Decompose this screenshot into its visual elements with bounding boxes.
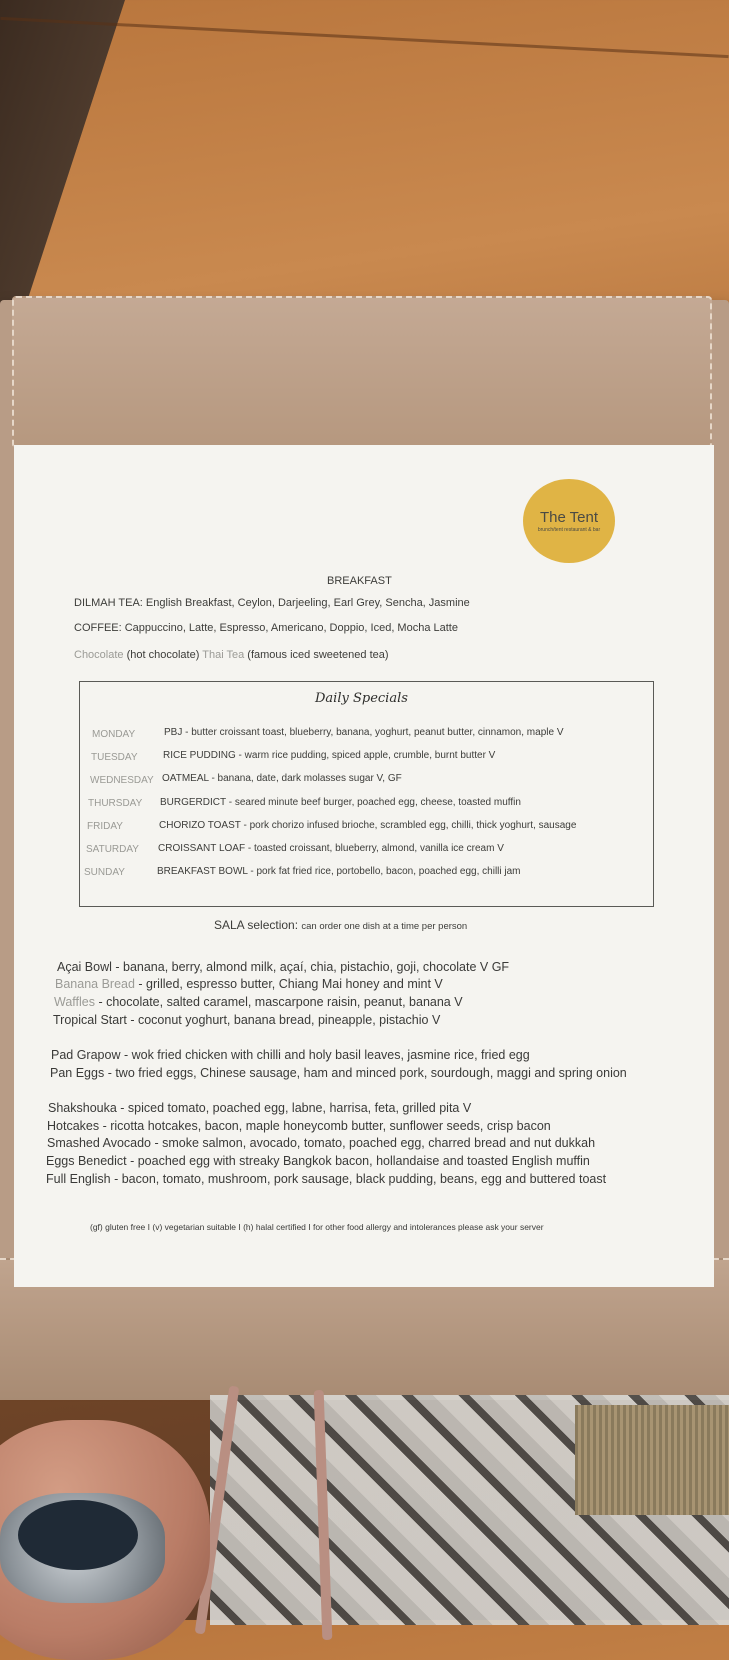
sala-heading bbox=[214, 918, 467, 932]
logo-tagline: brunch/tent restaurant & bar bbox=[537, 527, 601, 533]
special-dish: CHORIZO TOAST - pork chorizo infused brioche, scrambled egg, chilli, thick yoghurt, sausage bbox=[159, 820, 577, 831]
menu-item-desc: - bacon, tomato, mushroom, pork sausage, black pudding, beans, egg and buttered toast bbox=[110, 1172, 607, 1186]
menu-item-desc: - banana, berry, almond milk, açaí, chia, pistachio, goji, chocolate V GF bbox=[111, 960, 510, 974]
sala-note: can order one dish at a time per person bbox=[301, 921, 468, 932]
special-dish: BURGERDICT - seared minute beef burger, poached egg, cheese, toasted muffin bbox=[160, 797, 521, 808]
special-day: WEDNESDAY bbox=[90, 775, 154, 786]
coffee-line: COFFEE: Cappuccino, Latte, Espresso, Americano, Doppio, Iced, Mocha Latte bbox=[74, 622, 458, 634]
chocolate-label: Chocolate bbox=[74, 649, 124, 661]
menu-item-name: Pad Grapow bbox=[51, 1048, 121, 1062]
menu-item-desc: - two fried eggs, Chinese sausage, ham and minced pork, sourdough, maggi and spring onion bbox=[104, 1066, 627, 1080]
special-day: FRIDAY bbox=[87, 821, 123, 832]
special-day: TUESDAY bbox=[91, 752, 138, 763]
menu-item-name: Full English bbox=[46, 1172, 111, 1186]
chocolate-line bbox=[74, 649, 389, 661]
menu-item-desc: - poached egg with streaky Bangkok bacon, hollandaise and toasted English muffin bbox=[126, 1154, 590, 1168]
menu-item bbox=[51, 1048, 530, 1062]
logo-name: The Tent bbox=[539, 509, 599, 526]
menu-item-name: Banana Bread bbox=[55, 977, 135, 991]
menu-item-name: Eggs Benedict bbox=[46, 1154, 127, 1168]
special-dish: PBJ - butter croissant toast, blueberry, banana, yoghurt, peanut butter, cinnamon, maple V bbox=[164, 727, 564, 738]
menu-item-name: Tropical Start bbox=[53, 1013, 127, 1027]
special-day: MONDAY bbox=[92, 729, 136, 740]
special-dish: CROISSANT LOAF - toasted croissant, blueberry, almond, vanilla ice cream V bbox=[158, 843, 504, 854]
thai-tea-label: Thai Tea bbox=[202, 649, 245, 661]
menu-item bbox=[53, 1013, 440, 1027]
menu-item-name: Pan Eggs bbox=[50, 1066, 105, 1080]
dark-wood-plank bbox=[0, 0, 125, 340]
special-dish: RICE PUDDING - warm rice pudding, spiced apple, crumble, burnt butter V bbox=[163, 750, 496, 761]
daily-specials-title: Daily Specials bbox=[315, 691, 408, 706]
special-day: SATURDAY bbox=[86, 844, 139, 855]
special-day: SUNDAY bbox=[84, 867, 125, 878]
section-title-breakfast: BREAKFAST bbox=[327, 575, 392, 587]
menu-item bbox=[48, 1101, 471, 1115]
menu-item bbox=[46, 1154, 590, 1168]
menu-item bbox=[46, 1172, 606, 1186]
menu-item bbox=[47, 1119, 551, 1133]
menu-item-desc: - wok fried chicken with chilli and holy basil leaves, jasmine rice, fried egg bbox=[120, 1048, 530, 1062]
menu-item-name: Açai Bowl bbox=[57, 960, 112, 974]
menu-item bbox=[47, 1136, 595, 1150]
tea-line: DILMAH TEA: English Breakfast, Ceylon, Darjeeling, Earl Grey, Sencha, Jasmine bbox=[74, 597, 470, 609]
woven-placemat bbox=[575, 1405, 729, 1515]
menu-item bbox=[54, 995, 463, 1009]
menu-item-name: Shakshouka bbox=[48, 1101, 117, 1115]
wristwatch-face-icon bbox=[18, 1500, 138, 1570]
menu-item-desc: - chocolate, salted caramel, mascarpone raisin, peanut, banana V bbox=[95, 995, 463, 1009]
menu-item-desc: - ricotta hotcakes, bacon, maple honeycomb butter, sunflower seeds, crisp bacon bbox=[99, 1119, 551, 1133]
menu-holder-top-flap bbox=[12, 296, 712, 448]
allergy-footnote: (gf) gluten free I (v) vegetarian suitable I (h) halal certified I for other food allergy and intolerances please ask your server bbox=[90, 1222, 544, 1232]
menu-item-desc: - coconut yoghurt, banana bread, pineapple, pistachio V bbox=[126, 1013, 441, 1027]
menu-item-name: Waffles bbox=[54, 995, 95, 1009]
menu-item bbox=[50, 1066, 627, 1080]
menu-item bbox=[55, 977, 443, 991]
menu-item-name: Hotcakes bbox=[47, 1119, 100, 1133]
menu-item bbox=[57, 960, 509, 974]
menu-item-desc: - grilled, espresso butter, Chiang Mai honey and mint V bbox=[134, 977, 443, 991]
menu-item-name: Smashed Avocado bbox=[47, 1136, 152, 1150]
sala-title: SALA selection: bbox=[214, 918, 302, 932]
the-tent-logo bbox=[523, 479, 615, 563]
special-day: THURSDAY bbox=[88, 798, 143, 809]
special-dish: OATMEAL - banana, date, dark molasses sugar V, GF bbox=[162, 773, 402, 784]
special-dish: BREAKFAST BOWL - pork fat fried rice, portobello, bacon, poached egg, chilli jam bbox=[157, 866, 521, 877]
chocolate-desc: (hot chocolate) bbox=[123, 649, 203, 661]
menu-item-desc: - smoke salmon, avocado, tomato, poached egg, charred bread and nut dukkah bbox=[151, 1136, 596, 1150]
menu-item-desc: - spiced tomato, poached egg, labne, harrisa, feta, grilled pita V bbox=[116, 1101, 472, 1115]
thai-tea-desc: (famous iced sweetened tea) bbox=[244, 649, 389, 661]
